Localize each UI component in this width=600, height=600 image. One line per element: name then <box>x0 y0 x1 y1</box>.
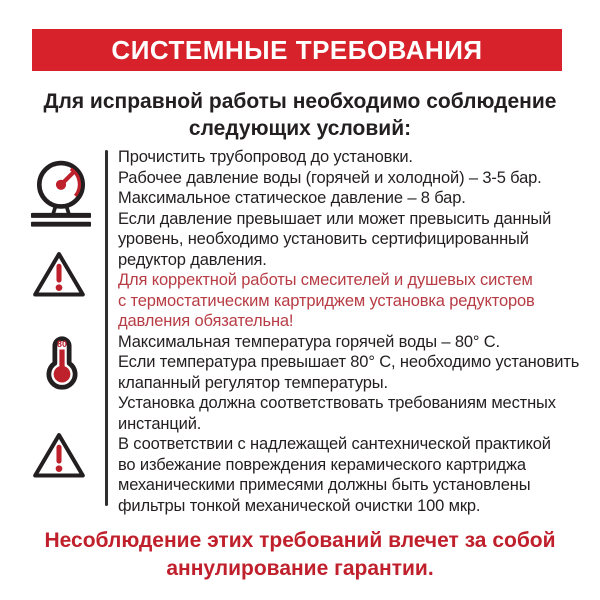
requirement-line: редуктор давления. <box>118 250 267 269</box>
requirement-line: уровень, необходимо установить сертифицированный <box>118 230 529 248</box>
requirement-line: Если давление превышает или может превысить данный <box>118 209 552 228</box>
requirement-line: Максимальная температура горячей воды – 80° C. <box>118 332 500 351</box>
warranty-warning <box>0 527 600 583</box>
intro-line: Для исправной работы необходимо соблюдение <box>43 90 557 113</box>
warranty-warning-line: аннулирование гарантии. <box>166 557 434 580</box>
requirement-line-warning: Для корректной работы смесителей и душевых систем <box>118 271 533 289</box>
requirement-line: Максимальное статическое давление – 8 бар. <box>118 189 466 207</box>
requirement-line-warning: с термостатическим картриджем установка редукторов <box>118 291 535 310</box>
requirement-line: инстанций. <box>118 414 202 433</box>
intro-line: следующих условий: <box>188 117 412 140</box>
thermometer-label: 80 <box>57 339 67 350</box>
requirement-line-warning: давления обязательна! <box>118 312 294 330</box>
pressure-gauge-icon <box>24 158 98 230</box>
requirement-line: Рабочее давление воды (горячей и холодной) – 3-5 бар. <box>118 168 542 187</box>
requirement-line: Установка должна соответствовать требованиям местных <box>118 394 556 412</box>
warning-triangle-icon <box>30 249 88 301</box>
requirement-line: В соответствии с надлежащей сантехнической практикой <box>118 435 551 453</box>
requirement-line: во избежание повреждения керамического картриджа <box>118 455 526 474</box>
intro-text <box>0 88 600 142</box>
requirement-line: механическими примесями должны быть установлены <box>118 476 531 494</box>
requirements-list <box>118 147 579 516</box>
requirement-line: фильтры тонкой механической очистки 100 мкр. <box>118 496 481 515</box>
requirement-line: клапанный регулятор температуры. <box>118 373 388 392</box>
vertical-divider <box>105 150 108 506</box>
warranty-warning-line: Несоблюдение этих требований влечет за собой <box>44 529 556 552</box>
thermometer-80-icon <box>44 334 80 390</box>
page-title: СИСТЕМНЫЕ ТРЕБОВАНИЯ <box>111 34 483 65</box>
requirement-line: Прочистить трубопровод до установки. <box>118 148 413 166</box>
warning-triangle-icon <box>30 430 88 482</box>
requirement-line: Если температура превышает 80° C, необходимо установить <box>118 353 580 371</box>
header-banner <box>32 29 562 71</box>
